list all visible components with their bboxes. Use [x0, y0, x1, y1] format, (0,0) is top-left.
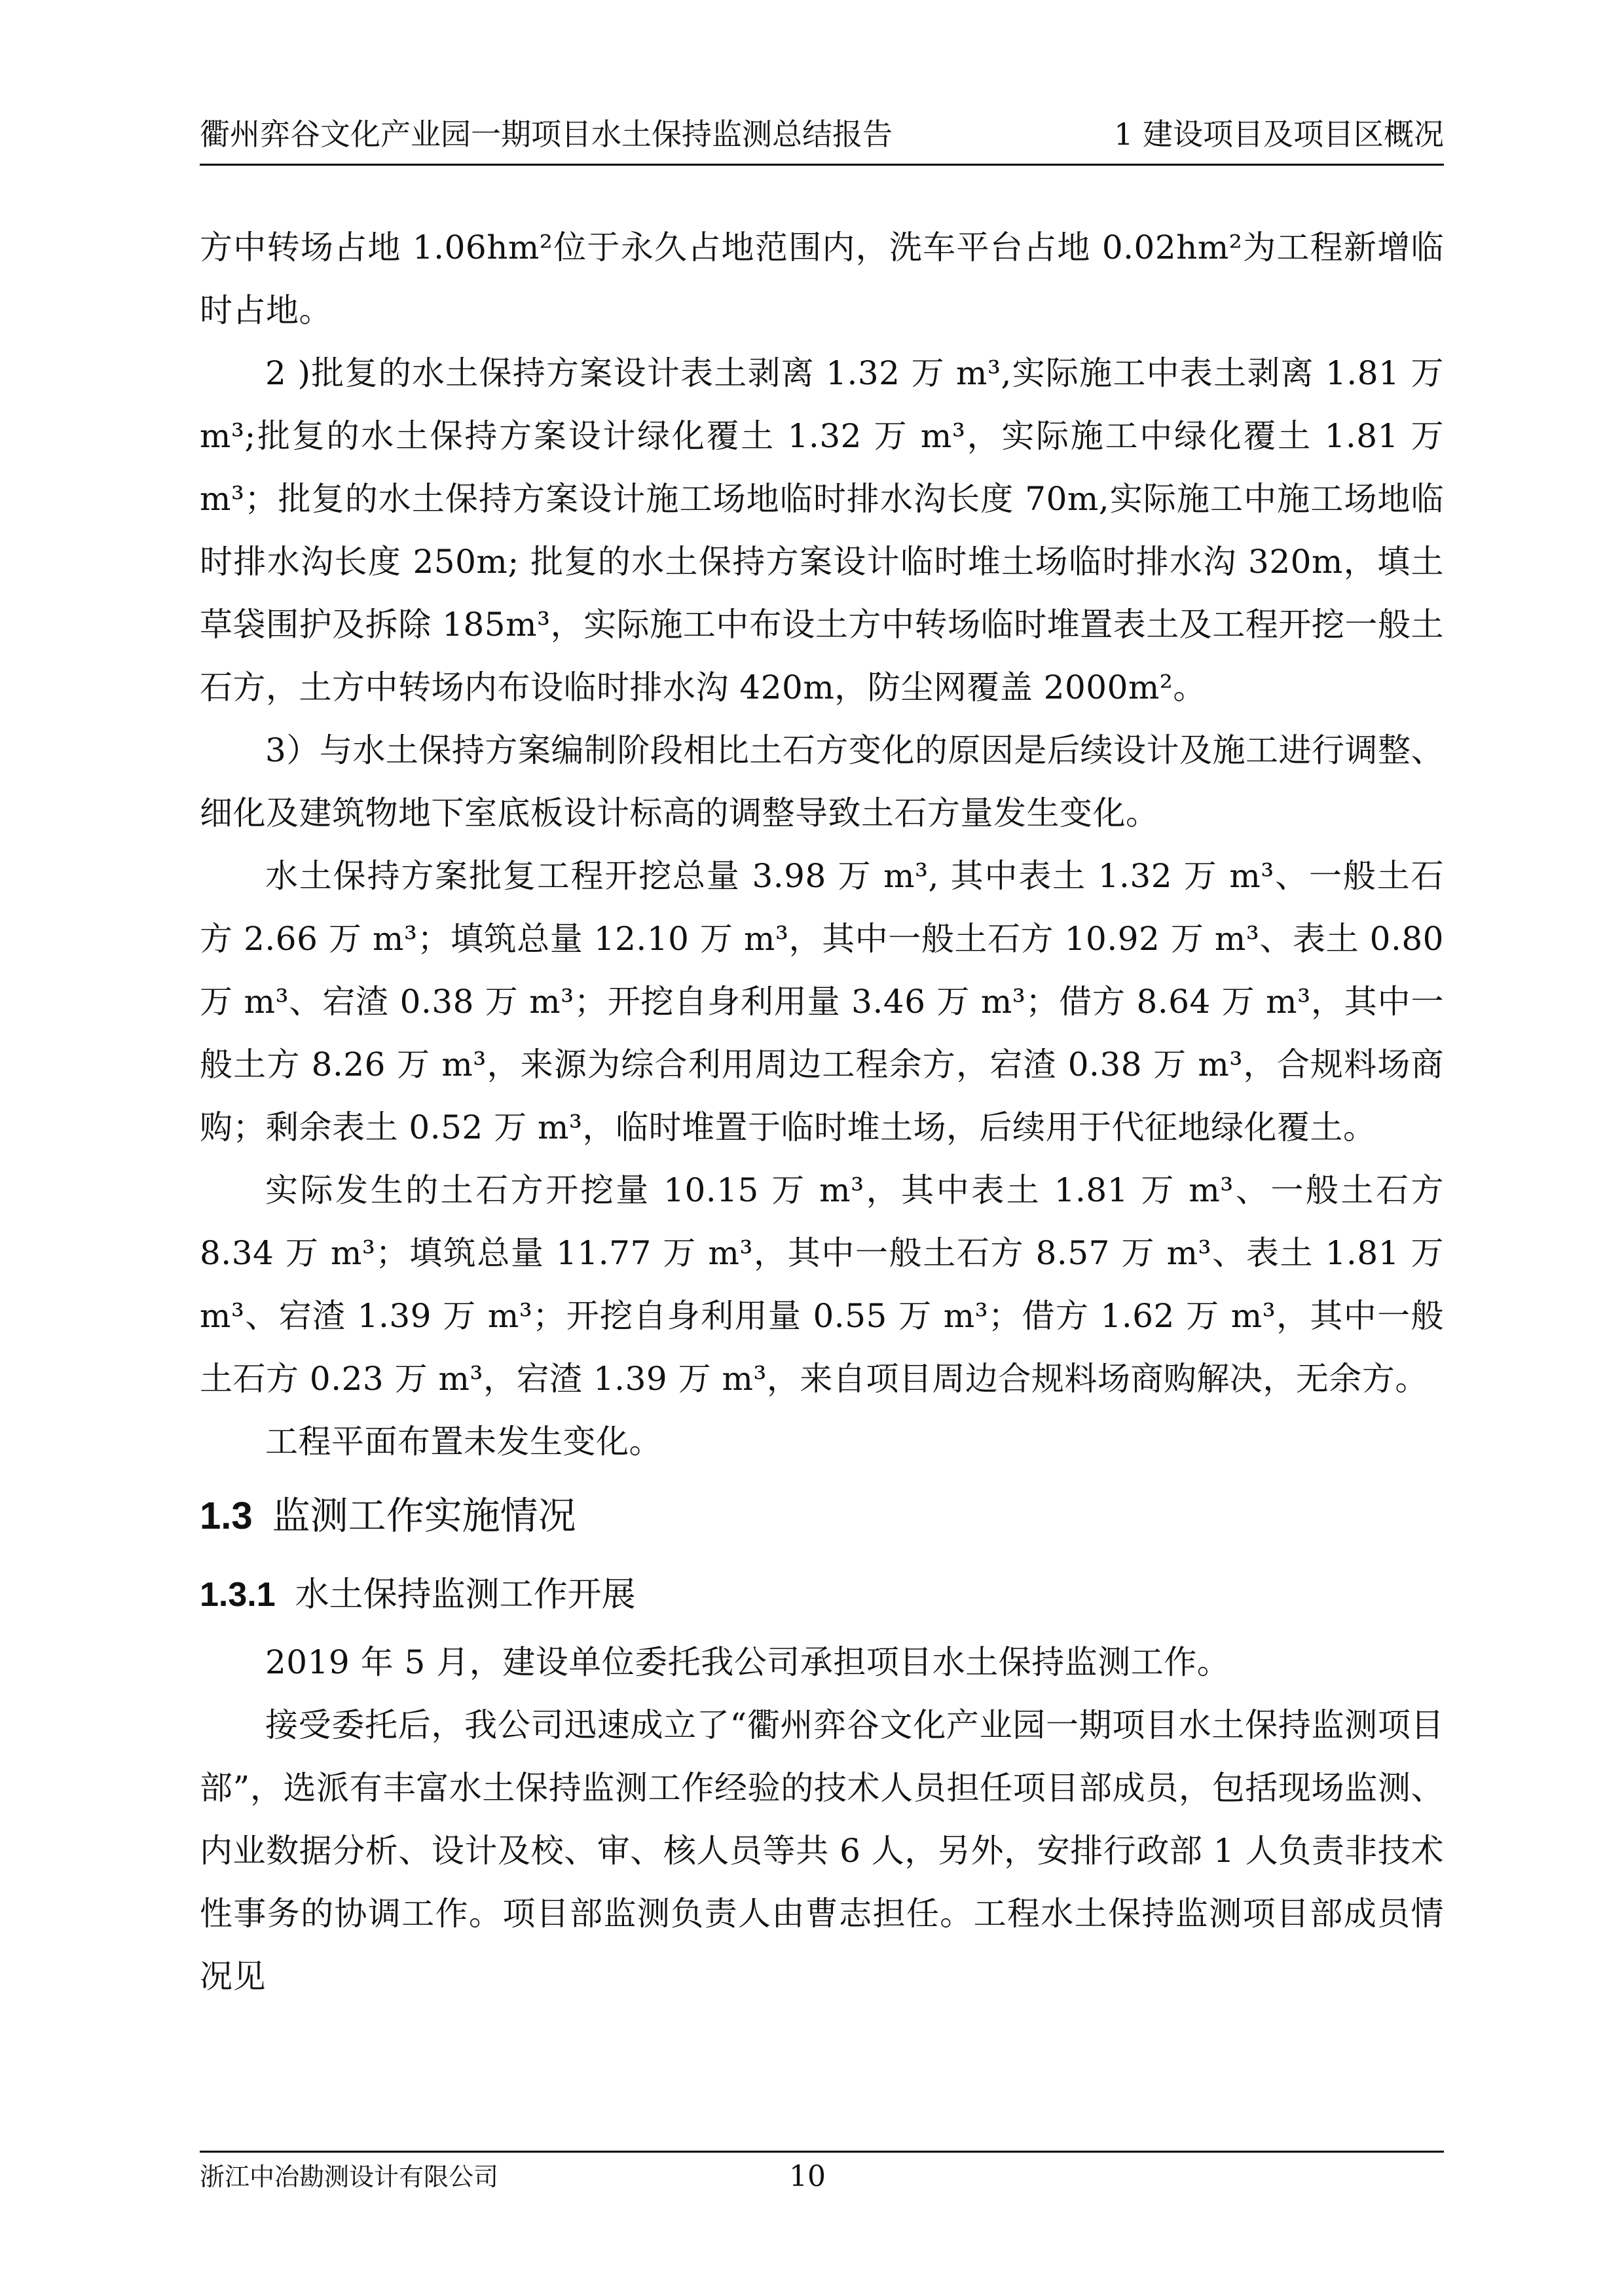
section-number: 1.3	[200, 1495, 253, 1537]
paragraph-earthwork-change-reason: 3）与水土保持方案编制阶段相比土石方变化的原因是后续设计及施工进行调整、细化及建筑物地下室底板设计标高的调整导致土石方量发生变化。	[200, 731, 1444, 832]
report-title: 衢州弈谷文化产业园一期项目水土保持监测总结报告	[200, 117, 893, 152]
page-number: 10	[789, 2160, 826, 2193]
paragraph-layout-unchanged: 工程平面布置未发生变化。	[265, 1423, 662, 1461]
paragraph-approved-earthwork: 水土保持方案批复工程开挖总量 3.98 万 m³, 其中表土 1.32 万 m³、一般土石方 2.66 万 m³；填筑总量 12.10 万 m³，其中一般土石方 10.92 万 m³、表土 0.80 万 m³、宕渣 0.38 万 m³；开挖自身利用量 3.46 万 m³；借方 8.64 万 m³，其中一般土方 8.26 万 m³，来源为综合利用周边工程余方，宕渣 0.38 万 m³，合规料场商购；剩余表土 0.52 万 m³，临时堆置于临时堆土场，后续用于代征地绿化覆土。	[200, 857, 1444, 1146]
paragraph-actual-earthwork: 实际发生的土石方开挖量 10.15 万 m³，其中表土 1.81 万 m³、一般土石方 8.34 万 m³；填筑总量 11.77 万 m³，其中一般土石方 8.57 万 m³、表土 1.81 万 m³、宕渣 1.39 万 m³；开挖自身利用量 0.55 万 m³；借方 1.62 万 m³，其中一般土石方 0.23 万 m³，宕渣 1.39 万 m³，来自项目周边合规料场商购解决，无余方。	[200, 1171, 1444, 1398]
page-header	[200, 108, 1444, 160]
page-footer	[200, 2154, 1444, 2200]
company-name: 浙江中冶勘测设计有限公司	[200, 2162, 499, 2191]
subsection-heading	[200, 1559, 1444, 1631]
section-heading	[200, 1473, 1444, 1559]
subsection-number: 1.3.1	[200, 1576, 276, 1614]
header-divider	[200, 164, 1444, 166]
paragraph-land-occupation: 方中转场占地 1.06hm²位于永久占地范围内，洗车平台占地 0.02hm²为工程新增临时占地。	[200, 228, 1444, 329]
subsection-title: 水土保持监测工作开展	[295, 1575, 636, 1614]
paragraph-commission: 2019 年 5 月，建设单位委托我公司承担项目水土保持监测工作。	[265, 1643, 1230, 1681]
paragraph-approved-vs-actual-measures: 2 )批复的水土保持方案设计表土剥离 1.32 万 m³,实际施工中表土剥离 1.81 万 m³;批复的水土保持方案设计绿化覆土 1.32 万 m³，实际施工中绿化覆土 1.81 万 m³；批复的水土保持方案设计施工场地临时排水沟长度 70m,实际施工中施工场地临时排水沟长度 250m; 批复的水土保持方案设计临时堆土场临时排水沟 320m，填土草袋围护及拆除 185m³，实际施工中布设土方中转场临时堆置表土及工程开挖一般土石方，土方中转场内布设临时排水沟 420m，防尘网覆盖 2000m²。	[200, 354, 1444, 706]
chapter-title: 1 建设项目及项目区概况	[1114, 117, 1444, 152]
paragraph-project-team: 接受委托后，我公司迅速成立了“衢州弈谷文化产业园一期项目水土保持监测项目部”，选派有丰富水土保持监测工作经验的技术人员担任项目部成员，包括现场监测、内业数据分析、设计及校、审、核人员等共 6 人，另外，安排行政部 1 人负责非技术性事务的协调工作。项目部监测负责人由曹志担任。工程水土保持监测项目部成员情况见	[200, 1706, 1444, 1995]
footer-divider	[200, 2151, 1444, 2153]
section-title: 监测工作实施情况	[272, 1493, 576, 1538]
page-content	[200, 216, 1444, 2008]
